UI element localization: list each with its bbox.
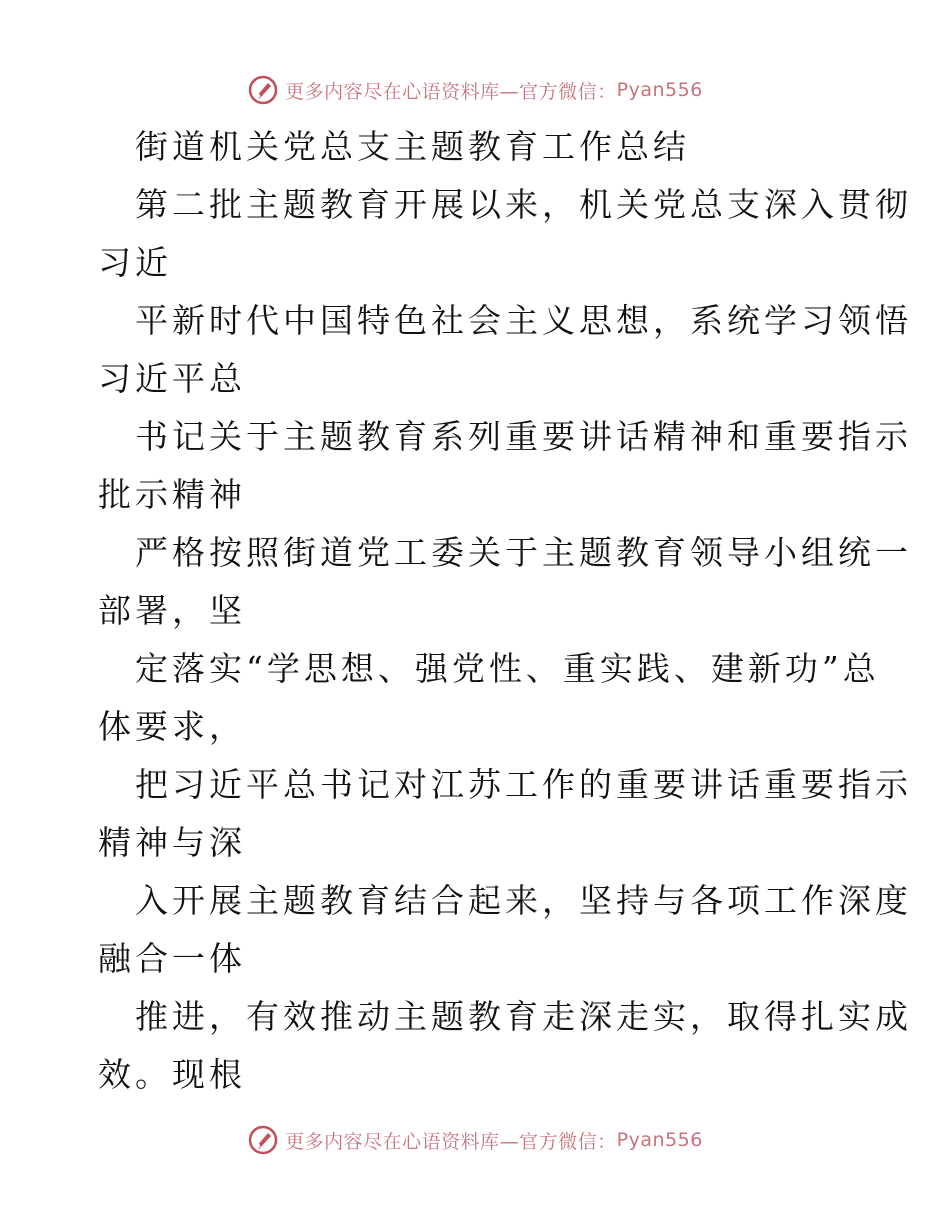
watermark-text: 更多内容尽在心语资料库—官方微信： — [285, 1130, 617, 1153]
doc-line: 定落实“学思想、强党性、重实践、建新功”总 — [135, 649, 880, 688]
doc-line: 书记关于主题教育系列重要讲话精神和重要指示 — [135, 417, 912, 456]
doc-line: 精神与深 — [98, 823, 246, 862]
doc-line: 体要求， — [98, 707, 246, 746]
quill-logo-icon — [247, 74, 279, 106]
doc-line: 推进，有效推动主题教育走深走实，取得扎实成 — [135, 997, 912, 1036]
doc-line: 部署，坚 — [98, 591, 246, 630]
doc-line: 习近 — [98, 243, 172, 282]
doc-line: 批示精神 — [98, 475, 246, 514]
quill-logo-icon — [247, 1124, 279, 1156]
doc-line: 习近平总 — [98, 359, 246, 398]
doc-line: 融合一体 — [98, 939, 246, 978]
doc-line: 平新时代中国特色社会主义思想，系统学习领悟 — [135, 301, 912, 340]
watermark-text: 更多内容尽在心语资料库—官方微信： — [285, 80, 617, 103]
watermark-id: Pyan556 — [616, 1129, 703, 1151]
footer-watermark — [0, 1120, 950, 1160]
doc-line: 入开展主题教育结合起来，坚持与各项工作深度 — [135, 881, 912, 920]
doc-line: 街道机关党总支主题教育工作总结 — [135, 127, 690, 166]
doc-line: 效。现根 — [98, 1055, 246, 1094]
document-body — [98, 118, 912, 1104]
doc-line: 把习近平总书记对江苏工作的重要讲话重要指示 — [135, 765, 912, 804]
doc-line: 严格按照街道党工委关于主题教育领导小组统一 — [135, 533, 912, 572]
header-watermark — [0, 70, 950, 110]
watermark-id: Pyan556 — [616, 79, 703, 101]
doc-line: 第二批主题教育开展以来，机关党总支深入贯彻 — [135, 185, 912, 224]
